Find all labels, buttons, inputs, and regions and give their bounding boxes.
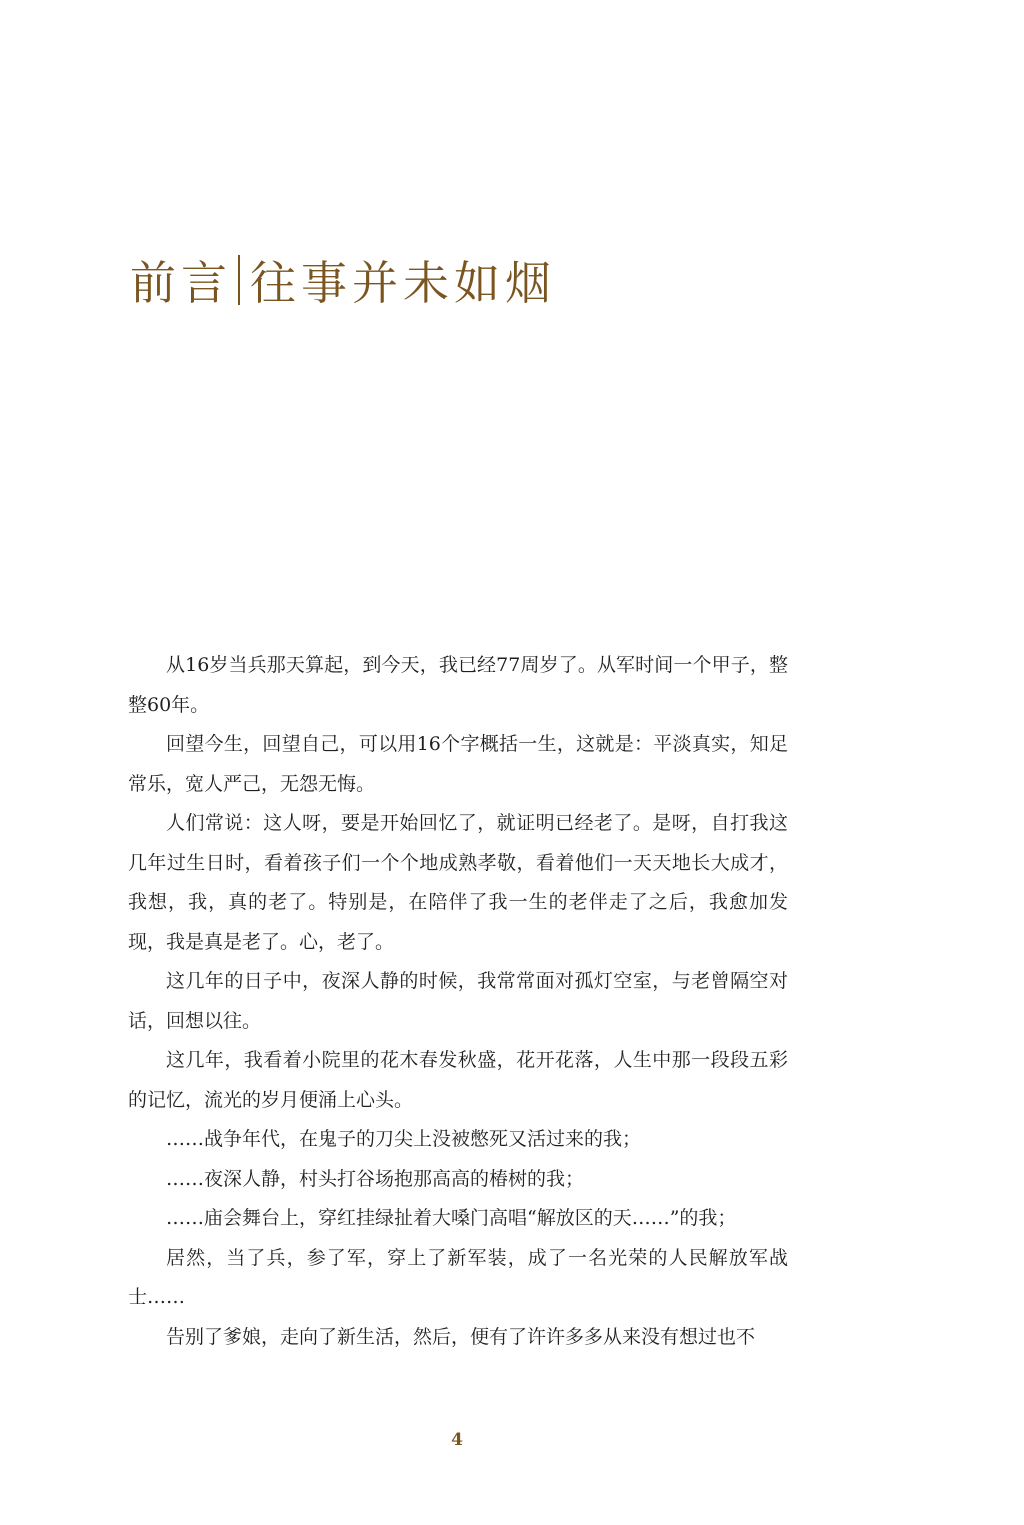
- paragraph: 告别了爹娘，走向了新生活，然后，便有了许许多多从来没有想过也不: [166, 1325, 756, 1348]
- paragraph: ……庙会舞台上，穿红挂绿扯着大嗓门高唱“解放区的天……”的我；: [166, 1207, 737, 1229]
- paragraph: 居然，当了兵，参了军，穿上了新军装，成了一名光荣的人民解放军战士……: [128, 1246, 788, 1308]
- chapter-title-main: 前言: [130, 256, 232, 310]
- paragraph: 这几年，我看着小院里的花木春发秋盛，花开花落，人生中那一段段五彩的记忆，流光的岁月便涌上心头。: [128, 1049, 788, 1111]
- paragraph: 人们常说：这人呀，要是开始回忆了，就证明已经老了。是呀，自打我这几年过生日时，看着孩子们一个个地成熟孝敬，看着他们一天天地长大成才，我想，我，真的老了。特别是，在陪伴了我一生的老伴走了之后，我愈加发现，我是真是老了。心，老了。: [128, 812, 788, 953]
- chapter-title-sub: 往事并未如烟: [250, 256, 556, 310]
- paragraph: 这几年的日子中，夜深人静的时候，我常常面对孤灯空室，与老曾隔空对话，回想以往。: [128, 970, 788, 1032]
- body-text: [128, 646, 788, 1357]
- chapter-title: [130, 250, 556, 310]
- page-number: 4: [451, 1430, 463, 1450]
- paragraph: ……夜深人静，村头打谷场抱那高高的椿树的我；: [166, 1167, 585, 1190]
- paragraph: 从16岁当兵那天算起，到今天，我已经77周岁了。从军时间一个甲子，整整60年。: [128, 654, 788, 716]
- paragraph: ……战争年代，在鬼子的刀尖上没被憋死又活过来的我；: [166, 1128, 642, 1150]
- paragraph: 回望今生，回望自己，可以用16个字概括一生，这就是：平淡真实，知足常乐，宽人严己，无怨无悔。: [128, 733, 788, 795]
- title-divider: [238, 255, 240, 305]
